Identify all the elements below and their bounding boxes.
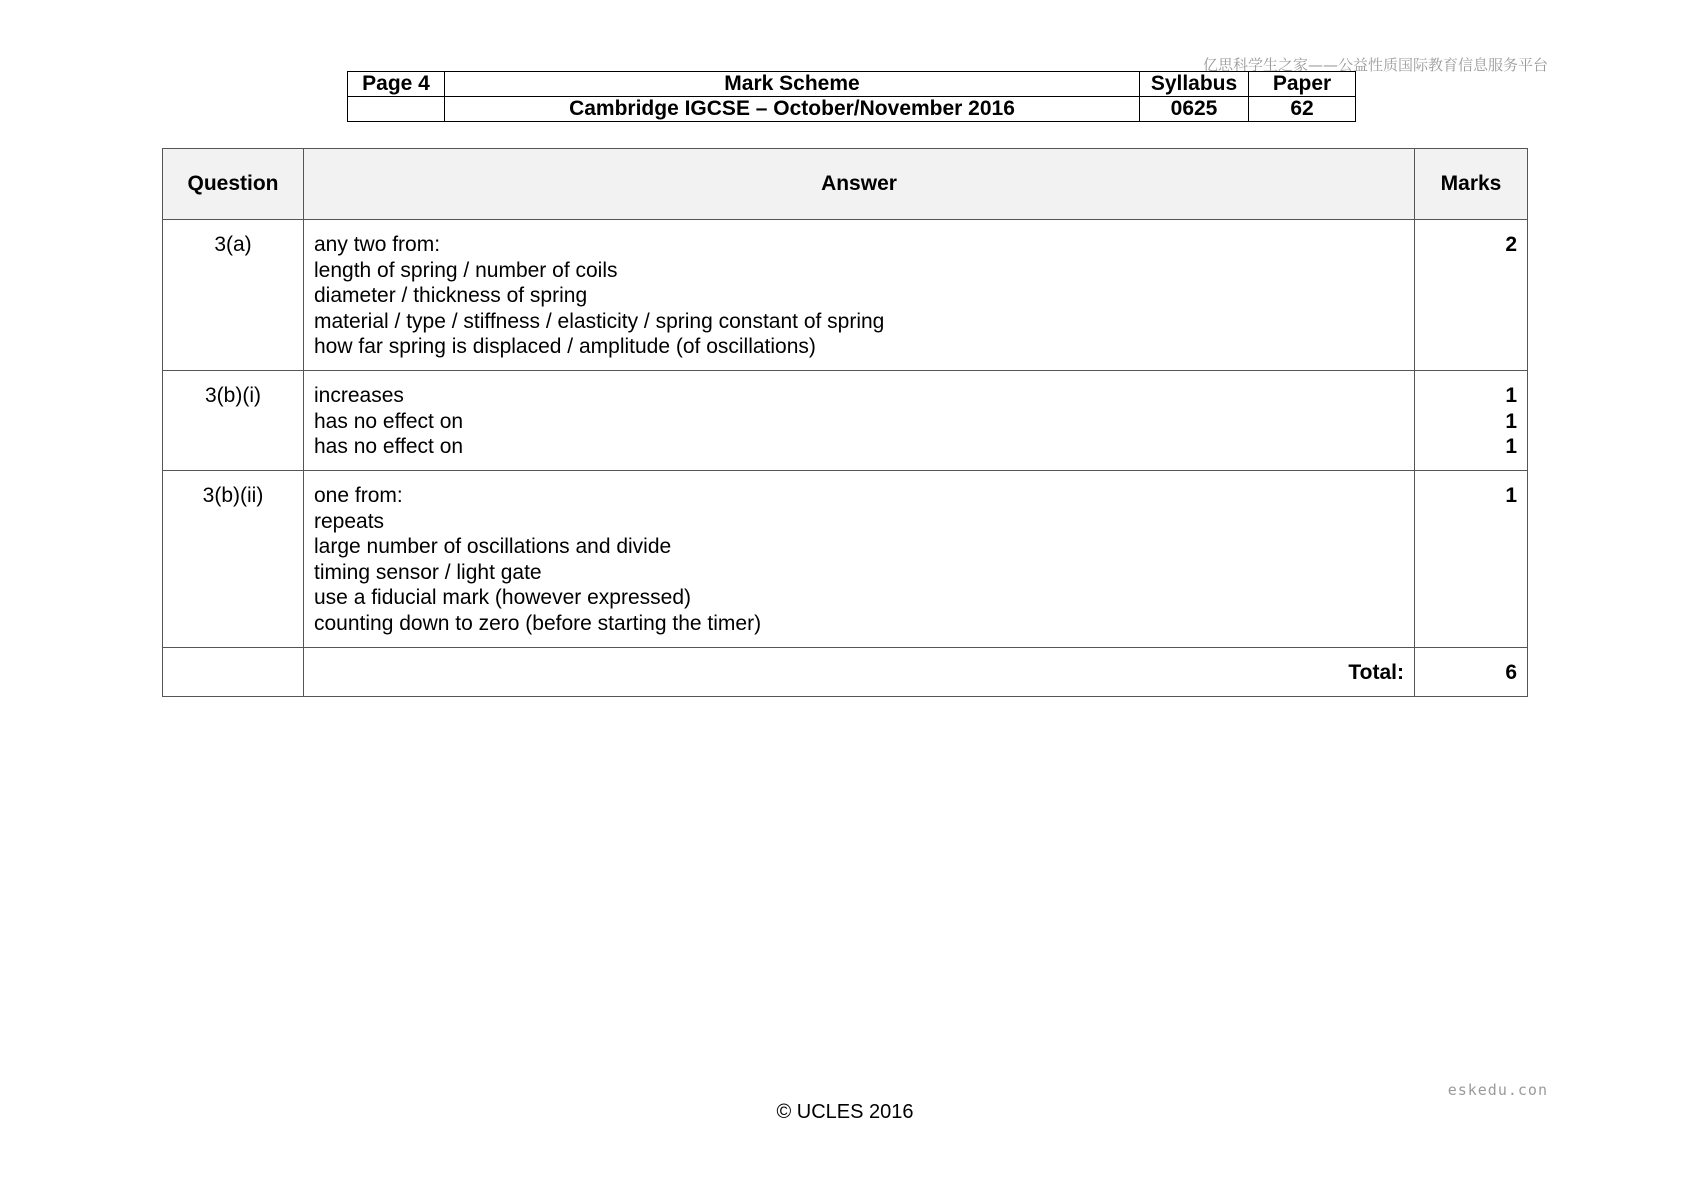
answer-line: has no effect on [314,435,464,458]
answer-line: counting down to zero (before starting the timer) [314,611,762,635]
header-syllabus-label: Syllabus [1140,72,1249,97]
mark-scheme-table [162,148,1528,697]
answer-line: material / type / stiffness / elasticity / spring constant of spring [314,309,885,333]
question-cell: 3(a) [163,220,304,371]
total-value: 6 [1415,648,1528,697]
watermark-bottom: eskedu.con [1447,1081,1548,1099]
header-paper-number: 62 [1249,97,1356,122]
answer-line: repeats [314,509,385,533]
answer-line: how far spring is displaced / amplitude (of oscillations) [314,335,816,358]
answer-line: large number of oscillations and divide [314,535,672,558]
table-header-row [163,149,1528,220]
answer-cell [304,371,1415,471]
answer-line: diameter / thickness of spring [314,284,588,307]
answer-cell [304,220,1415,371]
header-page: Page 4 [348,72,445,97]
mark-value: 1 [1505,409,1517,433]
answer-line: timing sensor / light gate [314,560,542,584]
column-marks: Marks [1415,149,1528,220]
question-cell: 3(b)(i) [163,371,304,471]
header-empty-cell [348,97,445,122]
header-table [347,71,1356,122]
total-label: Total: [304,648,1415,697]
marks-cell [1415,471,1528,648]
total-row [163,648,1528,697]
header-syllabus-code: 0625 [1140,97,1249,122]
mark-value: 1 [1505,435,1517,458]
answer-line: length of spring / number of coils [314,258,618,282]
mark-value: 1 [1505,484,1517,507]
column-answer: Answer [304,149,1415,220]
copyright-footer: © UCLES 2016 [776,1101,914,1123]
answer-line: has no effect on [314,409,464,433]
mark-value: 1 [1505,384,1517,407]
header-title: Mark Scheme [445,72,1140,97]
table-row [163,220,1528,371]
answer-cell [304,471,1415,648]
answer-line: use a fiducial mark (however expressed) [314,586,691,609]
header-exam: Cambridge IGCSE – October/November 2016 [445,97,1140,122]
column-question: Question [163,149,304,220]
mark-value: 2 [1505,233,1517,256]
answer-line: any two from: [314,233,441,256]
question-cell: 3(b)(ii) [163,471,304,648]
watermark-top: 亿思科学生之家——公益性质国际教育信息服务平台 [1202,56,1548,74]
header-paper-label: Paper [1249,72,1356,97]
answer-line: one from: [314,484,403,507]
table-row [163,471,1528,648]
table-row [163,371,1528,471]
marks-cell [1415,220,1528,371]
total-empty-cell [163,648,304,697]
answer-line: increases [314,384,404,407]
marks-cell [1415,371,1528,471]
